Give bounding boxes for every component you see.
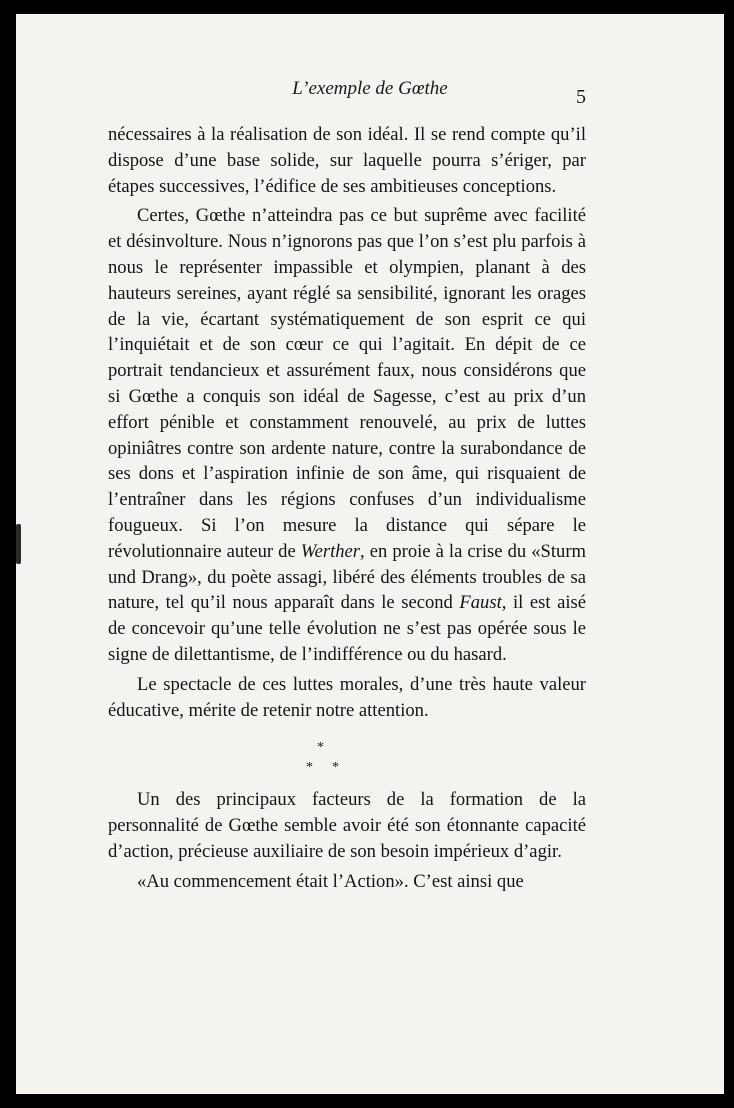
- faust-title: Faust: [459, 592, 502, 614]
- book-page: [16, 14, 724, 1094]
- paragraph-2-text-cont: , en proie à la crise du «Sturm und Drang», du poète assagi, libéré des éléments troubles de sa nature, tel qu’il nous apparaît dans le second: [108, 540, 586, 614]
- werther-title: Werther: [300, 540, 361, 562]
- separator-star: *: [332, 760, 339, 776]
- paragraph-2-text-end: , il est aisé de concevoir qu’une telle évolution ne s’est pas opérée sous le signe de dilettantisme, de l’indifférence ou du hasard.: [108, 592, 586, 665]
- separator-star: *: [317, 740, 324, 756]
- paragraph-5: «Au commencement était l’Action». C’est ainsi que: [137, 870, 524, 892]
- page-edge-mark: [16, 524, 21, 564]
- section-separator: [108, 729, 586, 777]
- paragraph-2-text: Certes, Gœthe n’atteindra pas ce but suprême avec facilité et désinvolture. Nous n’ignorons pas que l’on s’est plu parfois à nous le représenter impassible et olympien, planant à des hauteurs sereines, ayant réglé sa sensibilité, ignorant les orages de la vie, écartant systématiquement de son esprit ce qui l’inquiétait et de son cœur ce qui l’agitait. En dépit de ce portrait tendancieux et assurément faux, nous considérons que si Gœthe a conquis son idéal de Sagesse, c’est au prix d’un effort pénible et constamment renouvelé, au prix de luttes opiniâtres contre son ardente nature, contre la surabondance de ses dons et l’aspiration infinie de son âme, qui risquaient de l’entraîner dans les régions confuses d’un individualisme fougueux. Si l’on mesure la distance qui sépare le révolutionnaire auteur de: [108, 205, 586, 562]
- running-header: L’exemple de Gœthe: [292, 78, 448, 99]
- body-text: [108, 122, 586, 899]
- paragraph-3: Le spectacle de ces luttes morales, d’une très haute valeur éducative, mérite de retenir notre attention.: [108, 673, 586, 721]
- paragraph-4: Un des principaux facteurs de la formation de la personnalité de Gœthe semble avoir été son étonnante capacité d’action, précieuse auxiliaire de son besoin impérieux d’agir.: [108, 789, 586, 862]
- paragraph-2: [108, 203, 586, 667]
- paragraph-1: nécessaires à la réalisation de son idéal. Il se rend compte qu’il dispose d’une base solide, sur laquelle pourra s’ériger, par étapes successives, l’édifice de ses ambitieuses conceptions.: [108, 124, 586, 197]
- page-number: 5: [576, 86, 586, 108]
- separator-star: *: [306, 760, 313, 776]
